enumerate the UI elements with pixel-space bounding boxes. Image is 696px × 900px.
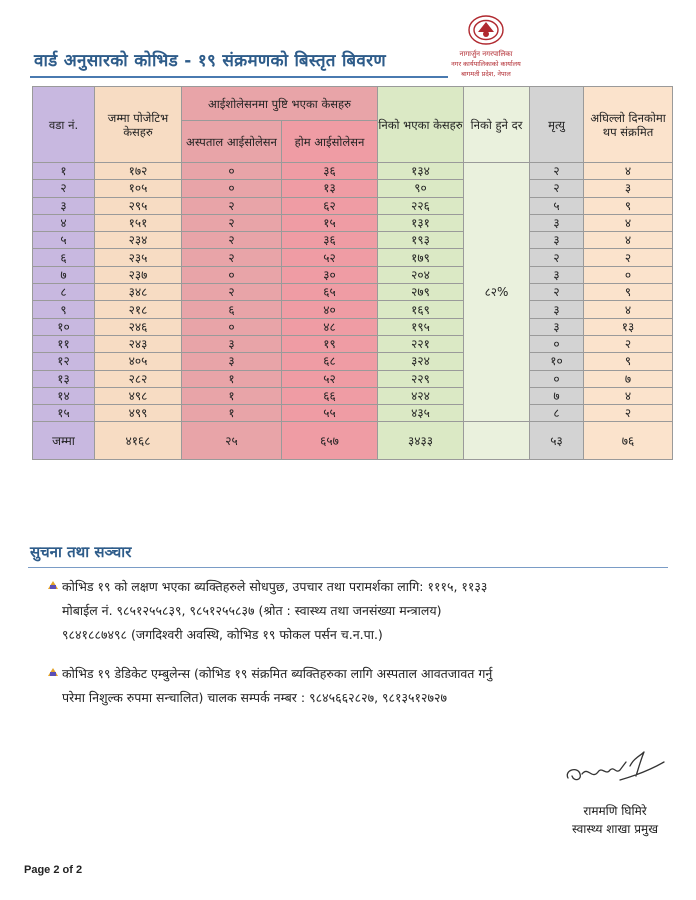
cell-home-isolation: १५ — [282, 214, 378, 231]
cell-home-isolation: ५२ — [282, 249, 378, 266]
cell-total-positive: ४०५ — [95, 353, 182, 370]
cell-new-cases: ४ — [584, 387, 673, 404]
cell-hospital-isolation: २ — [182, 197, 282, 214]
cell-ward: ७ — [33, 266, 95, 283]
cell-hospital-isolation: २ — [182, 284, 282, 301]
cell-hospital-isolation: २ — [182, 249, 282, 266]
cell-home-isolation: ३६ — [282, 232, 378, 249]
table-row — [33, 197, 673, 214]
cell-hospital-isolation: ० — [182, 318, 282, 335]
header-isolation-group: आईशोलेसनमा पुष्टि भएका केसहरु — [182, 87, 378, 121]
signer-name: राममणि घिमिरे — [583, 804, 647, 818]
cell-recovered: २२१ — [378, 335, 464, 352]
table-body — [33, 163, 673, 422]
cell-home-isolation: ३० — [282, 266, 378, 283]
notice-text-line: ९८४१८८७४९८ (जगदिश्वरी अवस्थि, कोभिड १९ फोकल पर्सन च.न.पा.) — [62, 627, 383, 642]
cell-total-positive: १५१ — [95, 214, 182, 231]
cell-hospital-isolation: १ — [182, 387, 282, 404]
cell-ward: १५ — [33, 405, 95, 422]
cell-total-positive: २३४ — [95, 232, 182, 249]
table-row — [33, 387, 673, 404]
cell-deaths: ३ — [530, 232, 584, 249]
cell-new-cases: ० — [584, 266, 673, 283]
cell-ward: ४ — [33, 214, 95, 231]
total-recovery-rate-blank — [464, 422, 530, 460]
table-row — [33, 180, 673, 197]
table-row — [33, 318, 673, 335]
cell-total-positive: ३४८ — [95, 284, 182, 301]
cell-deaths: २ — [530, 163, 584, 180]
cell-new-cases: ४ — [584, 214, 673, 231]
notice-text-line: कोभिड १९ को लक्षण भएका ब्यक्तिहरुले सोधपुछ, उपचार तथा परामर्शका लागि: १११५, ११३३ — [62, 579, 488, 594]
cell-home-isolation: ४० — [282, 301, 378, 318]
seal-line-1: नागार्जुन नगरपालिका — [459, 50, 513, 58]
header-deaths: मृत्यु — [530, 87, 584, 163]
total-label: जम्मा — [33, 422, 95, 460]
cell-home-isolation: ६८ — [282, 353, 378, 370]
cell-ward: ८ — [33, 284, 95, 301]
cell-new-cases: ९ — [584, 353, 673, 370]
notice-title: सुचना तथा सञ्चार — [30, 543, 132, 561]
cell-ward: १३ — [33, 370, 95, 387]
table-row — [33, 405, 673, 422]
cell-ward: २ — [33, 180, 95, 197]
cell-recovered: १९३ — [378, 232, 464, 249]
cell-new-cases: ९ — [584, 284, 673, 301]
cell-total-positive: २१८ — [95, 301, 182, 318]
cell-new-cases: ४ — [584, 232, 673, 249]
table-row — [33, 353, 673, 370]
cell-new-cases: २ — [584, 335, 673, 352]
cell-ward: ९ — [33, 301, 95, 318]
notice-bullet-helpline — [62, 575, 487, 647]
signer-role: स्वास्थ्य शाखा प्रमुख — [571, 822, 659, 836]
bullet-icon — [48, 668, 58, 676]
cell-total-positive: ४९९ — [95, 405, 182, 422]
cell-home-isolation: ५२ — [282, 370, 378, 387]
cell-home-isolation: ३६ — [282, 163, 378, 180]
cell-new-cases: ३ — [584, 180, 673, 197]
cell-hospital-isolation: ० — [182, 163, 282, 180]
cell-deaths: ५ — [530, 197, 584, 214]
header-hospital-isolation: अस्पताल आईसोलेसन — [182, 121, 282, 163]
header-recovery-rate: निको हुने दर — [464, 87, 530, 163]
cell-deaths: १० — [530, 353, 584, 370]
municipality-seal-logo — [440, 12, 532, 84]
cell-recovery-rate: ८२% — [464, 163, 530, 422]
header-recovered: निको भएका केसहरु — [378, 87, 464, 163]
table-row — [33, 214, 673, 231]
cell-recovered: २०४ — [378, 266, 464, 283]
header-home-isolation: होम आईसोलेसन — [282, 121, 378, 163]
notice-text-line: कोभिड १९ डेडिकेट एम्बुलेन्स (कोभिड १९ संक्रमित ब्यक्तिहरुका लागि अस्पताल आवतजावत गर्नु — [62, 666, 493, 681]
cell-home-isolation: १९ — [282, 335, 378, 352]
cell-total-positive: २८२ — [95, 370, 182, 387]
cell-hospital-isolation: १ — [182, 405, 282, 422]
signature-image — [560, 740, 670, 790]
cell-hospital-isolation: २ — [182, 214, 282, 231]
cell-recovered: १७९ — [378, 249, 464, 266]
cell-home-isolation: ६५ — [282, 284, 378, 301]
cell-recovered: ४३५ — [378, 405, 464, 422]
cell-deaths: २ — [530, 180, 584, 197]
header-total-positive: जम्मा पोजेटिभ केसहरु — [95, 87, 182, 163]
cell-recovered: ४२४ — [378, 387, 464, 404]
total-new-cases: ७६ — [584, 422, 673, 460]
cell-ward: ५ — [33, 232, 95, 249]
page-title: वार्ड अनुसारको कोभिड - १९ संक्रमणको बिस्तृत बिवरण — [34, 51, 387, 71]
cell-hospital-isolation: ३ — [182, 353, 282, 370]
cell-home-isolation: १३ — [282, 180, 378, 197]
notice-text-line: मोबाईल नं. ९८५१२५५८३९, ९८५१२५५८३७ (श्रोत : स्वास्थ्य तथा जनसंख्या मन्त्रालय) — [62, 603, 442, 618]
cell-total-positive: २९५ — [95, 197, 182, 214]
cell-deaths: ३ — [530, 214, 584, 231]
bullet-icon — [48, 581, 58, 589]
cell-recovered: २२६ — [378, 197, 464, 214]
cell-home-isolation: ५५ — [282, 405, 378, 422]
cell-deaths: ३ — [530, 301, 584, 318]
page-number: Page 2 of 2 — [24, 864, 83, 876]
total-hospital-isolation: २५ — [182, 422, 282, 460]
seal-line-3: बागमती प्रदेश, नेपाल — [461, 70, 511, 78]
table-row — [33, 232, 673, 249]
cell-total-positive: २४६ — [95, 318, 182, 335]
seal-line-2: नगर कार्यपालिकाको कार्यालय — [451, 60, 521, 68]
cell-hospital-isolation: ० — [182, 180, 282, 197]
header-ward: वडा नं. — [33, 87, 95, 163]
cell-new-cases: २ — [584, 249, 673, 266]
cell-hospital-isolation: २ — [182, 232, 282, 249]
cell-new-cases: १३ — [584, 318, 673, 335]
cell-ward: १ — [33, 163, 95, 180]
table-row — [33, 249, 673, 266]
cell-total-positive: १७२ — [95, 163, 182, 180]
cell-new-cases: ४ — [584, 163, 673, 180]
cell-recovered: २७९ — [378, 284, 464, 301]
notice-bullet-ambulance — [62, 662, 492, 710]
cell-deaths: ० — [530, 335, 584, 352]
cell-new-cases: ९ — [584, 197, 673, 214]
cell-new-cases: ७ — [584, 370, 673, 387]
cell-deaths: ८ — [530, 405, 584, 422]
total-home-isolation: ६५७ — [282, 422, 378, 460]
table-row — [33, 370, 673, 387]
title-underline — [30, 76, 448, 78]
cell-total-positive: २३५ — [95, 249, 182, 266]
cell-total-positive: ४९८ — [95, 387, 182, 404]
cell-deaths: ३ — [530, 318, 584, 335]
cell-hospital-isolation: ० — [182, 266, 282, 283]
cell-total-positive: २३७ — [95, 266, 182, 283]
cell-deaths: २ — [530, 284, 584, 301]
table-row — [33, 335, 673, 352]
table-row — [33, 301, 673, 318]
cell-total-positive: २४३ — [95, 335, 182, 352]
ward-covid-table — [32, 86, 673, 460]
total-deaths: ५३ — [530, 422, 584, 460]
cell-home-isolation: ६२ — [282, 197, 378, 214]
cell-recovered: २२९ — [378, 370, 464, 387]
cell-total-positive: १०५ — [95, 180, 182, 197]
cell-ward: १२ — [33, 353, 95, 370]
cell-recovered: ३२४ — [378, 353, 464, 370]
cell-deaths: २ — [530, 249, 584, 266]
cell-deaths: ७ — [530, 387, 584, 404]
cell-ward: ३ — [33, 197, 95, 214]
cell-recovered: १९५ — [378, 318, 464, 335]
notice-text-line: परेमा निशुल्क रुपमा सन्चालित) चालक सम्पर्क नम्बर : ९८४५६६२८२७, ९८१३५१२७२७ — [62, 690, 448, 705]
cell-recovered: ९० — [378, 180, 464, 197]
cell-recovered: १६९ — [378, 301, 464, 318]
cell-ward: १४ — [33, 387, 95, 404]
total-recovered: ३४३३ — [378, 422, 464, 460]
header-new-cases: अघिल्लो दिनकोमा थप संक्रमित — [584, 87, 673, 163]
cell-home-isolation: ४८ — [282, 318, 378, 335]
cell-deaths: ० — [530, 370, 584, 387]
cell-new-cases: ४ — [584, 301, 673, 318]
cell-hospital-isolation: ६ — [182, 301, 282, 318]
cell-recovered: १३४ — [378, 163, 464, 180]
table-row — [33, 163, 673, 180]
cell-home-isolation: ६६ — [282, 387, 378, 404]
cell-ward: ११ — [33, 335, 95, 352]
signer-block — [560, 802, 670, 838]
cell-ward: १० — [33, 318, 95, 335]
cell-deaths: ३ — [530, 266, 584, 283]
cell-new-cases: २ — [584, 405, 673, 422]
cell-ward: ६ — [33, 249, 95, 266]
notice-underline — [28, 567, 668, 568]
table-row — [33, 266, 673, 283]
cell-recovered: १३१ — [378, 214, 464, 231]
table-row — [33, 284, 673, 301]
total-positive: ४१६८ — [95, 422, 182, 460]
cell-hospital-isolation: ३ — [182, 335, 282, 352]
cell-hospital-isolation: १ — [182, 370, 282, 387]
